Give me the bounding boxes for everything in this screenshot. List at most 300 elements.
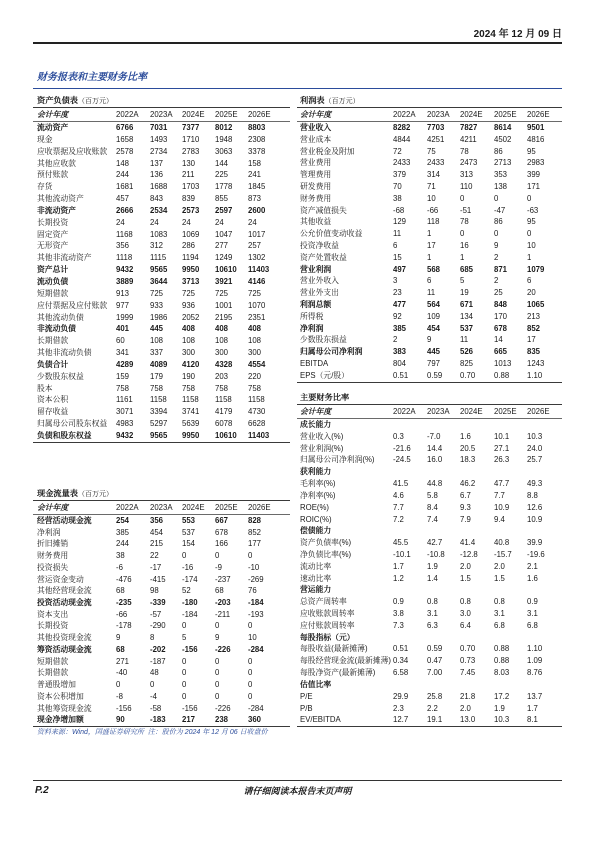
row-value: 825 (460, 358, 474, 368)
row-value: 118 (427, 217, 440, 227)
row-value: -21.6 (393, 443, 411, 453)
table-row (297, 334, 562, 346)
row-value: 10610 (215, 265, 237, 275)
row-value: 1.10 (527, 370, 543, 380)
row-value: 379 (393, 170, 407, 180)
row-label: 净利率(%) (300, 490, 336, 500)
row-value: 2052 (182, 312, 200, 322)
table-row (33, 383, 290, 395)
row-value: 300 (248, 348, 262, 358)
row-value: 300 (182, 348, 196, 358)
row-value: 10 (248, 633, 257, 643)
table-row (297, 431, 562, 443)
row-value: 6078 (215, 419, 233, 429)
row-value: 0.73 (460, 656, 476, 666)
row-value: 2578 (116, 146, 134, 156)
row-label: 投资净收益 (300, 240, 339, 250)
row-value: 24 (215, 217, 224, 227)
row-value: 678 (494, 323, 508, 333)
row-value: 3.1 (427, 609, 438, 618)
row-value: 271 (116, 656, 130, 666)
row-value: 138 (494, 181, 508, 191)
table-row (297, 596, 562, 608)
row-value: 7.00 (427, 668, 443, 678)
row-value: 6.3 (427, 620, 438, 630)
row-value: 24 (150, 217, 159, 227)
row-label: 资本公积增加 (37, 691, 84, 701)
table-row (33, 359, 290, 371)
row-value: 78 (460, 146, 469, 156)
row-value: 8.4 (427, 502, 438, 512)
row-value: 2 (494, 252, 499, 262)
row-value: 68 (215, 586, 224, 596)
row-value: 3.1 (527, 609, 538, 618)
row-value: 4.6 (393, 490, 404, 500)
row-value: 1065 (527, 299, 545, 309)
row-value: 526 (460, 347, 474, 357)
column-header-2022a: 2022A (393, 407, 416, 416)
table-title (33, 95, 290, 108)
row-value: 9 (116, 633, 121, 643)
row-label: 营运能力 (300, 585, 332, 595)
row-value: 758 (248, 383, 262, 393)
row-label: 营业外收入 (300, 276, 339, 286)
row-label: 营业收入(%) (300, 431, 344, 441)
row-value: 1302 (248, 253, 266, 263)
row-value: 0.59 (427, 644, 443, 654)
row-value: 1069 (182, 229, 200, 239)
row-value: 385 (393, 323, 407, 333)
row-value: 24 (116, 217, 125, 227)
row-value: 18.3 (460, 455, 476, 465)
row-value: 68 (116, 644, 125, 654)
row-value: 130 (182, 158, 196, 168)
row-label: 估值比率 (300, 679, 332, 689)
row-label: 负债合计 (37, 359, 69, 369)
table-row (297, 287, 562, 299)
row-value: 217 (182, 715, 196, 725)
row-value: 1681 (116, 182, 134, 192)
table-row (297, 608, 562, 620)
row-value: 11403 (248, 430, 270, 440)
row-label: 成长能力 (300, 420, 332, 429)
row-value: 2.0 (494, 561, 505, 571)
row-value: 9565 (150, 265, 168, 275)
row-value: 213 (527, 311, 541, 321)
table-row (297, 193, 562, 205)
row-value: -7.0 (427, 431, 441, 441)
column-header-2025e: 2025E (494, 110, 517, 119)
row-value: 667 (215, 516, 229, 525)
row-value: 39.9 (527, 538, 543, 548)
row-label: 长期借款 (37, 336, 69, 346)
row-label: 总资产周转率 (300, 597, 347, 607)
row-value: 25.7 (527, 455, 543, 465)
row-value: 5.8 (427, 490, 438, 500)
table-row (33, 656, 290, 668)
row-value: 385 (116, 527, 130, 537)
row-value: 170 (494, 311, 508, 321)
table-row (33, 229, 290, 241)
balance-sheet-table (33, 95, 290, 443)
row-value: 408 (182, 324, 196, 334)
row-value: 23 (393, 288, 402, 298)
row-value: 47.7 (494, 479, 510, 489)
table-row (33, 574, 290, 586)
row-label: 获利能力 (300, 467, 332, 477)
row-value: 46.2 (460, 479, 476, 489)
row-value: 0 (527, 193, 532, 203)
row-value: 0.51 (393, 644, 409, 654)
row-value: 5 (460, 276, 465, 286)
row-value: 2983 (527, 158, 545, 168)
row-value: -57 (150, 609, 162, 619)
row-value: 1168 (116, 229, 133, 239)
cash-flow-table (33, 488, 290, 727)
row-value: 98 (150, 586, 159, 596)
row-value: 9 (494, 240, 499, 250)
row-value: 129 (393, 217, 407, 227)
row-value: 9432 (116, 430, 134, 440)
row-value: -24.5 (393, 455, 411, 465)
row-value: 24 (248, 217, 257, 227)
row-value: 3 (393, 276, 398, 286)
row-value: -202 (150, 644, 166, 654)
row-value: 797 (427, 358, 441, 368)
row-value: 4816 (527, 134, 545, 144)
row-value: 0.88 (494, 656, 510, 666)
table-row (33, 538, 290, 550)
column-header-2025e: 2025E (215, 503, 238, 512)
row-value: 134 (460, 311, 474, 321)
row-value: 685 (460, 264, 474, 274)
row-value: 8 (150, 633, 155, 643)
table-title (297, 392, 562, 405)
row-label: 每股指标（元） (300, 632, 355, 642)
row-label: 其他非流动资产 (37, 253, 92, 263)
row-value: 9.4 (494, 514, 505, 524)
row-value: 2666 (116, 205, 134, 215)
table-header-row (297, 108, 562, 122)
table-row (33, 430, 290, 442)
row-label: 普通股增加 (37, 680, 76, 690)
column-header-2026e: 2026E (248, 110, 271, 119)
table-row (297, 299, 562, 311)
column-header-2023a: 2023A (427, 110, 450, 119)
row-value: 0.88 (494, 644, 510, 654)
row-value: 6 (393, 240, 398, 250)
row-value: 254 (116, 516, 130, 525)
row-value: 0.8 (494, 597, 505, 607)
column-header-2025e: 2025E (494, 407, 517, 416)
row-label: 财务费用 (37, 551, 69, 561)
row-value: 537 (182, 527, 196, 537)
row-value: 6.8 (527, 620, 538, 630)
row-value: 52 (182, 586, 191, 596)
row-value: 2308 (248, 134, 266, 144)
row-value: 725 (215, 288, 229, 298)
row-value: 1 (460, 252, 465, 262)
row-value: 9501 (527, 123, 545, 132)
row-value: 21.8 (460, 691, 476, 701)
row-value: 24 (182, 217, 191, 227)
row-value: 190 (182, 371, 196, 381)
table-row (33, 158, 290, 170)
row-value: 215 (150, 539, 164, 549)
row-value: -6 (116, 562, 123, 572)
row-value: 10.3 (494, 715, 510, 725)
row-value: 5297 (150, 419, 168, 429)
row-value: 1118 (116, 253, 133, 263)
row-label: 负债和股东权益 (37, 430, 92, 440)
row-label: 利润总额 (300, 299, 332, 309)
table-row (297, 146, 562, 158)
table-row (297, 122, 562, 134)
row-label: ROE(%) (300, 502, 330, 512)
row-value: 758 (182, 383, 196, 393)
row-value: 12.7 (393, 715, 409, 725)
row-value: 7.45 (460, 668, 476, 678)
row-label: 非流动资产 (37, 205, 76, 215)
row-value: 6628 (248, 419, 266, 429)
row-value: 356 (150, 516, 164, 525)
row-value: 7.2 (393, 514, 404, 524)
column-header-2023a: 2023A (150, 503, 173, 512)
row-value: 408 (248, 324, 262, 334)
row-value: -40 (116, 668, 128, 678)
row-value: 4730 (248, 407, 266, 417)
row-value: 10.9 (527, 514, 543, 524)
row-value: 399 (527, 170, 541, 180)
row-value: 220 (248, 371, 262, 381)
row-value: 0.34 (393, 656, 409, 666)
row-label: 现金净增加额 (37, 715, 84, 725)
row-value: 0 (182, 668, 187, 678)
table-row (297, 205, 562, 217)
row-value: 839 (182, 194, 196, 204)
row-value: 2195 (215, 312, 233, 322)
table-row (297, 573, 562, 585)
row-value: 0 (460, 229, 465, 239)
row-value: 7.9 (460, 514, 471, 524)
row-value: 2.3 (393, 703, 404, 713)
disclaimer-text: 请仔细阅读本报告末页声明 (243, 786, 352, 796)
row-value: 1999 (116, 312, 134, 322)
row-value: 108 (215, 336, 229, 346)
row-value: 27.1 (494, 443, 510, 453)
row-value: 154 (182, 539, 196, 549)
table-row (297, 691, 562, 703)
row-value: 852 (248, 527, 262, 537)
row-label: 短期借款 (37, 288, 69, 298)
table-row (297, 370, 562, 382)
row-value: 725 (182, 288, 196, 298)
row-value: -237 (215, 574, 231, 584)
column-header-2022a: 2022A (393, 110, 416, 119)
row-value: 7.3 (393, 620, 404, 630)
table-row (33, 406, 290, 418)
row-value: 2473 (460, 158, 478, 168)
row-value: -203 (215, 598, 231, 608)
row-label: 每股收益(最新摊薄) (300, 644, 368, 654)
row-value: -10.8 (427, 549, 445, 559)
row-value: -269 (248, 574, 264, 584)
table-row (297, 714, 562, 726)
row-value: 8282 (393, 123, 411, 132)
row-value: 312 (150, 241, 164, 251)
row-value: 665 (494, 347, 508, 357)
table-row (297, 667, 562, 679)
row-value: 855 (215, 194, 229, 204)
row-value: 4089 (150, 359, 168, 369)
header-label: 会计年度 (37, 110, 69, 119)
row-value: 38 (393, 193, 402, 203)
row-value: 7.7 (494, 490, 505, 500)
row-value: 29.9 (393, 691, 409, 701)
table-row (297, 490, 562, 502)
row-value: -415 (150, 574, 166, 584)
row-value: 1.10 (527, 644, 543, 654)
table-title (297, 95, 562, 108)
row-value: 3.0 (460, 609, 471, 618)
row-value: 848 (494, 299, 508, 309)
row-value: 356 (116, 241, 130, 251)
row-value: 3063 (215, 146, 233, 156)
row-value: 1083 (150, 229, 168, 239)
row-value: 0.9 (393, 597, 404, 607)
row-value: 568 (427, 264, 441, 274)
table-row (297, 502, 562, 514)
row-value: 3.1 (494, 609, 505, 618)
row-value: 2.1 (527, 561, 538, 571)
row-value: 4289 (116, 359, 134, 369)
row-value: 277 (215, 241, 229, 251)
table-header-row (297, 405, 562, 419)
table-section-row (297, 632, 562, 644)
row-value: 0.9 (527, 597, 538, 607)
report-date: 2024 年 12 月 09 日 (473, 29, 562, 40)
row-value: -19.6 (527, 549, 545, 559)
row-value: -290 (150, 621, 166, 631)
row-value: 3921 (215, 276, 233, 286)
table-row (33, 146, 290, 158)
row-value: 0 (182, 691, 187, 701)
row-value: 20 (527, 288, 536, 298)
table-row (33, 714, 290, 726)
table-row (33, 609, 290, 621)
row-value: 48 (150, 668, 159, 678)
row-label: 其他投资现金流 (37, 633, 92, 643)
row-value: -226 (215, 644, 231, 654)
row-value: 835 (527, 347, 541, 357)
column-header-2024e: 2024E (182, 503, 205, 512)
row-value: 90 (116, 715, 125, 725)
row-value: 454 (427, 323, 441, 333)
row-label: 非流动负债 (37, 324, 76, 334)
row-value: 0 (215, 656, 220, 666)
row-value: 7827 (460, 123, 478, 132)
table-row (297, 240, 562, 252)
table-row (33, 562, 290, 574)
row-value: 60 (116, 336, 125, 346)
table-row (33, 550, 290, 562)
row-value: -187 (150, 656, 166, 666)
row-value: 1070 (248, 300, 266, 310)
row-value: 26.3 (494, 455, 510, 465)
row-value: 166 (215, 539, 229, 549)
row-value: -12.8 (460, 549, 478, 559)
table-row (33, 323, 290, 335)
row-value: 6.4 (460, 620, 471, 630)
row-value: 203 (215, 371, 229, 381)
row-label: 归属母公司净利润(%) (300, 455, 375, 465)
table-title (33, 488, 290, 501)
row-value: 1688 (150, 182, 168, 192)
row-value: 0 (116, 680, 121, 690)
row-label: 少数股东权益 (37, 371, 84, 381)
row-value: 0 (527, 229, 532, 239)
row-value: 16 (460, 240, 469, 250)
row-value: 0.70 (460, 370, 476, 380)
row-value: -156 (116, 703, 132, 713)
row-value: -10 (248, 562, 260, 572)
row-value: 4120 (182, 359, 200, 369)
row-value: 671 (460, 299, 474, 309)
row-value: 445 (427, 347, 441, 357)
table-row (297, 537, 562, 549)
row-value: 9.3 (460, 502, 471, 512)
row-value: 1.9 (494, 703, 505, 713)
row-value: 144 (215, 158, 229, 168)
row-label: 折旧摊销 (37, 539, 69, 549)
table-row (33, 312, 290, 324)
row-value: 1 (527, 252, 532, 262)
row-value: 725 (150, 288, 164, 298)
row-value: 4844 (393, 134, 411, 144)
row-value: 758 (116, 383, 130, 393)
row-value: 1.7 (527, 703, 538, 713)
row-value: -178 (116, 621, 132, 631)
row-label: 速动比率 (300, 573, 332, 583)
table-row (297, 443, 562, 455)
row-label: 资本支出 (37, 609, 69, 619)
header-rule (33, 42, 562, 44)
row-value: 8.8 (527, 490, 538, 500)
row-value: 0 (248, 656, 253, 666)
row-value: -284 (248, 703, 264, 713)
row-value: 9565 (150, 430, 168, 440)
row-value: 1.6 (460, 431, 471, 441)
row-value: 108 (182, 336, 196, 346)
row-label: 资产总计 (37, 265, 69, 275)
row-value: 1.7 (393, 561, 404, 571)
row-label: 财务费用 (300, 193, 332, 203)
row-value: 401 (116, 324, 130, 334)
row-value: 0 (215, 551, 220, 561)
row-value: 1.4 (427, 573, 438, 583)
table-row (297, 514, 562, 526)
row-value: 758 (215, 383, 229, 393)
table-row (297, 620, 562, 632)
row-label: 应付票据及应付账款 (37, 300, 108, 310)
table-unit-label: （百万元） (77, 491, 113, 498)
row-label: 应收票据及应收账款 (37, 146, 108, 156)
row-value: 341 (116, 348, 130, 358)
table-row (33, 134, 290, 146)
table-body (33, 122, 290, 443)
row-value: 225 (215, 170, 229, 180)
row-value: -211 (215, 609, 231, 619)
